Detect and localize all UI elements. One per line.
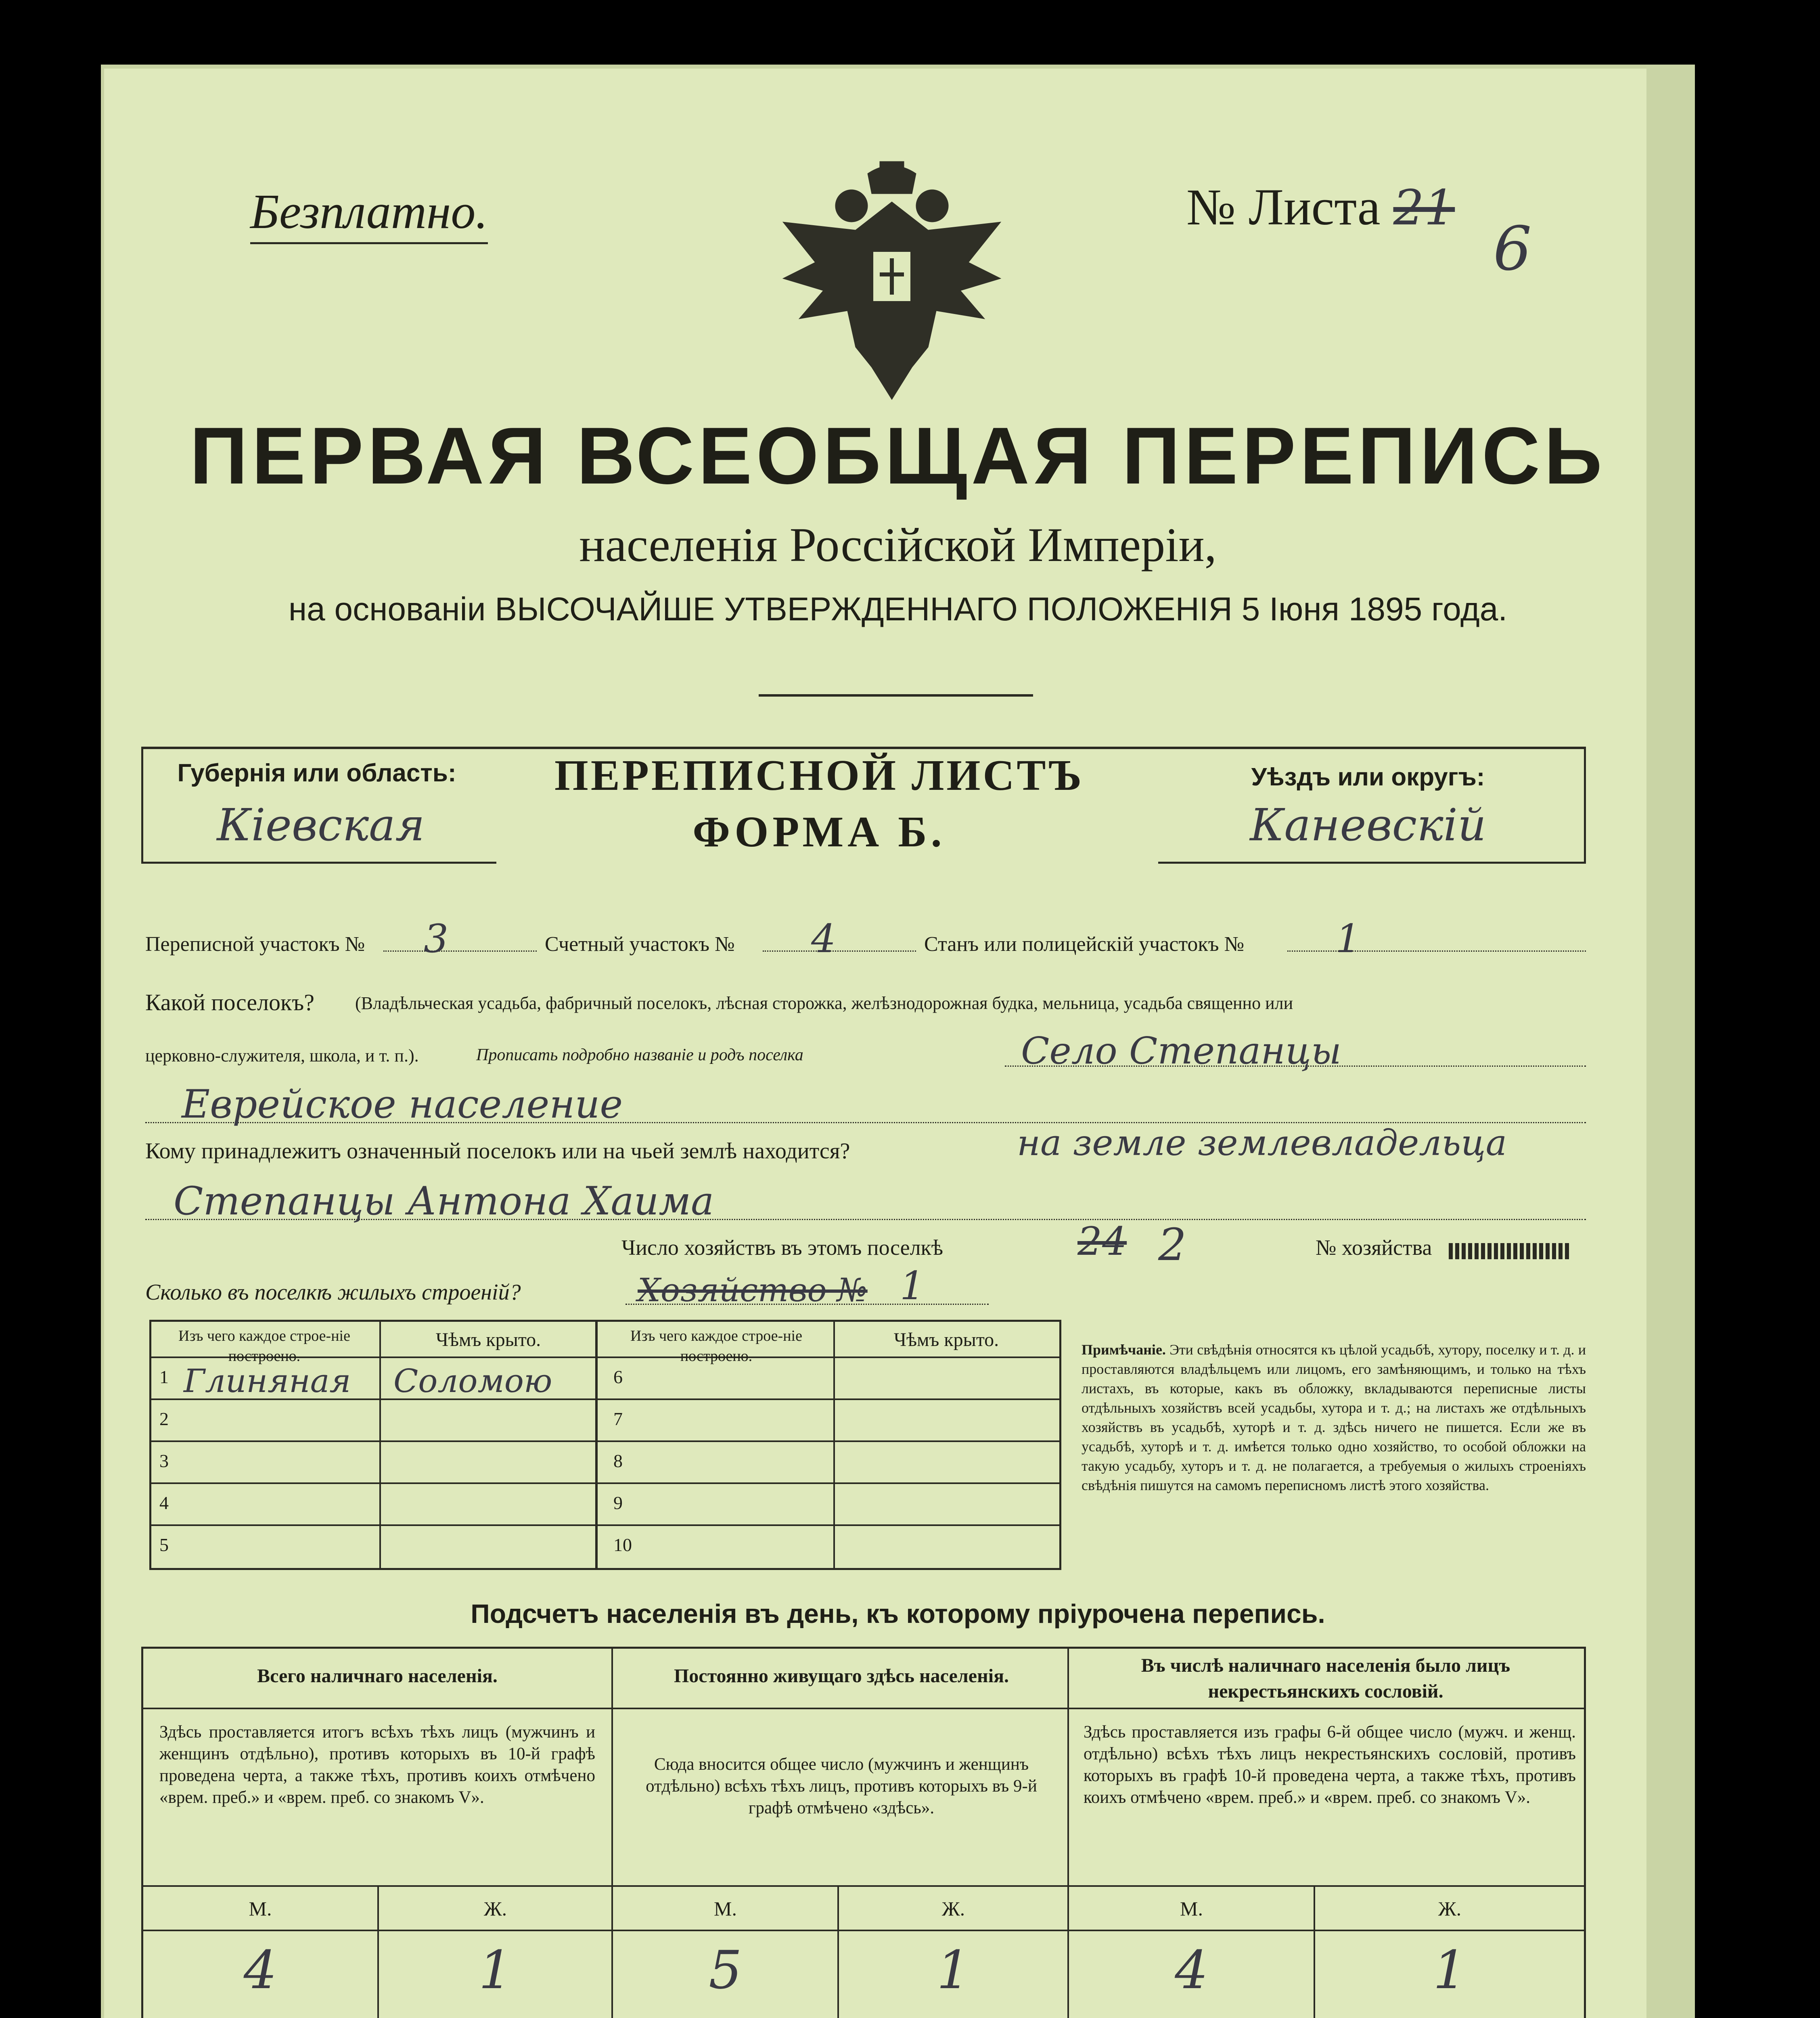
row-number: 5 (159, 1534, 169, 1555)
row-number: 1 (159, 1367, 169, 1387)
table-row (597, 1442, 1059, 1484)
non-peasant-male: 4 (1175, 1939, 1208, 2001)
table-row (151, 1484, 595, 1526)
table-row (597, 1526, 1059, 1568)
pop-col1-title: Всего наличнаго населенія. (257, 1665, 498, 1687)
population-table (141, 1647, 1586, 2018)
count-district-line (763, 950, 916, 952)
census-district-label: Переписной участокъ № (145, 933, 365, 956)
permanent-female: 1 (937, 1939, 970, 2001)
buildings-line (625, 1304, 989, 1305)
form-label: ФОРМА Б. (692, 808, 946, 856)
households-crossed: 24 (1077, 1219, 1127, 1264)
census-district-line (383, 950, 537, 952)
permanent-male: 5 (709, 1939, 742, 2001)
pop-col1-text: Здѣсь проставляется итогъ всѣхъ тѣхъ лицъ (мужчинъ и женщинъ отдѣльно), противъ которыхъ въ 10-й графѣ проведена черта, а также тѣхъ, противъ коихъ отмѣчено «врем. преб.» и «врем. преб. со знакомъ V». (159, 1723, 595, 1807)
settlement-label: Какой поселокъ? (145, 989, 314, 1015)
count-district-value: 4 (811, 916, 836, 961)
gubernia-value: Кіевская (217, 799, 425, 851)
row-material: Глиняная (184, 1362, 351, 1400)
buildings-label: Сколько въ поселкѣ жилыхъ строеній? (145, 1280, 521, 1305)
row-number: 3 (159, 1451, 169, 1471)
sex-label-f: Ж. (1438, 1897, 1462, 1920)
row-number: 6 (613, 1367, 623, 1387)
col-roof-left: Чѣмъ крыто. (435, 1329, 541, 1350)
imperial-eagle-emblem (759, 157, 1025, 408)
owner-value-1: на земле землевладельца (1017, 1122, 1507, 1164)
sex-label-m: М. (1180, 1897, 1203, 1920)
sheet-number (1186, 178, 1455, 237)
table-row (151, 1400, 595, 1442)
row-number: 4 (159, 1493, 169, 1513)
buildings-note (1082, 1340, 1586, 1495)
row-number: 8 (613, 1451, 623, 1471)
owner-value-2: Степанцы Антона Хаима (174, 1179, 714, 1224)
household-no-label: № хозяйства (1316, 1235, 1432, 1260)
census-district-value: 3 (424, 916, 449, 961)
stan-label: Станъ или полицейскій участокъ № (924, 933, 1245, 956)
sex-label-m: М. (249, 1897, 272, 1920)
main-title: ПЕРВАЯ ВСЕОБЩАЯ ПЕРЕПИСЬ (190, 411, 1606, 501)
col-material-left: Изъ чего каждое строе-ніе построено. (178, 1327, 350, 1365)
row-number: 7 (613, 1409, 623, 1429)
gubernia-box (141, 747, 496, 864)
table-row (597, 1484, 1059, 1526)
population-heading: Подсчетъ населенія въ день, къ которому пріурочена перепись. (471, 1599, 1325, 1629)
table-row (151, 1526, 595, 1568)
note-title: Примѣчаніе. (1082, 1342, 1166, 1358)
settlement-value-2: Еврейское население (182, 1082, 623, 1127)
paper-edge (1646, 65, 1695, 2018)
col-roof-right: Чѣмъ крыто. (893, 1329, 999, 1350)
sex-label-f: Ж. (483, 1897, 507, 1920)
total-present-male: 4 (243, 1939, 277, 2001)
table-row (597, 1358, 1059, 1400)
total-present-female: 1 (479, 1939, 512, 2001)
table-row (597, 1400, 1059, 1442)
pop-col2-text: Сюда вносится общее число (мужчинъ и женщинъ отдѣльно) всѣхъ тѣхъ лицъ, противъ которыхъ въ 9-й графѣ отмѣчено «здѣсь». (646, 1755, 1037, 1817)
census-sheet (101, 65, 1695, 2018)
row-number: 9 (613, 1493, 623, 1513)
title-divider (759, 694, 1033, 697)
non-peasant-female: 1 (1433, 1939, 1466, 2001)
subtitle: населенія Россійской Имперіи, (579, 518, 1217, 571)
col-material-right: Изъ чего каждое строе-ніе построено. (630, 1327, 802, 1365)
pop-col2-title: Постоянно живущаго здѣсь населенія. (674, 1665, 1009, 1687)
uezd-box (1158, 747, 1586, 864)
sheet-number-label: № Листа (1186, 178, 1381, 236)
legal-basis: на основаніи ВЫСОЧАЙШЕ УТВЕРЖДЕННАГО ПОЛОЖЕНІЯ 5 Іюня 1895 года. (288, 591, 1508, 628)
settlement-hint-2: церковно-служителя, школа, и т. п.). (145, 1046, 419, 1066)
buildings-value: 1 (900, 1263, 925, 1308)
stan-value: 1 (1336, 916, 1361, 961)
row-number: 2 (159, 1409, 169, 1429)
households-label: Число хозяйствъ въ этомъ поселкѣ (621, 1235, 943, 1260)
owner-label: Кому принадлежитъ означенный поселокъ или на чьей землѣ находится? (145, 1139, 850, 1164)
table-row (151, 1358, 595, 1400)
sex-label-m: М. (714, 1897, 737, 1920)
count-district-label: Счетный участокъ № (545, 933, 735, 956)
sheet-number-handwritten: 6 (1493, 214, 1532, 284)
gubernia-label: Губернія или область: (177, 759, 456, 787)
stan-line (1287, 950, 1586, 952)
free-label: Безплатно. (250, 182, 488, 244)
sheet-number-crossed: 21 (1393, 180, 1455, 236)
households-value: 2 (1158, 1219, 1186, 1271)
sex-label-f: Ж. (941, 1897, 965, 1920)
pop-col3-text: Здѣсь проставляется изъ графы 6-й общее число (мужч. и женщ. отдѣльно) всѣхъ тѣхъ лицъ некрестьянскихъ сословій, противъ которыхъ въ графѣ 10-й проведена черта, а также тѣхъ, противъ коихъ отмѣчено «врем. преб.» и «врем. преб. со знакомъ V». (1084, 1723, 1576, 1807)
buildings-table (149, 1320, 1061, 1570)
household-no-hatch (1449, 1243, 1570, 1259)
uezd-value: Каневскій (1250, 799, 1486, 851)
note-text: Эти свѣдѣнія относятся къ цѣлой усадьбѣ, хутору, поселку и т. д. и проставляются владѣльцемъ или лицомъ, его замѣняющимъ, и только на тѣхъ листахъ, въ которые, какъ въ обложку, вкладываются переписные листы отдѣльныхъ хозяйствъ всей усадьбы, хутора и т. д.; на листахъ же отдѣльныхъ хозяйствъ въ усадьбѣ, хуторѣ и т. д. здѣсь ничего не пишется. Если же въ усадьбѣ, хуторѣ и т. д. имѣется только одно хозяйство, то особой обложки на такую усадьбу, хуторъ и т. д. не полагается, а требуемыя о жилыхъ строеніяхъ свѣдѣнія пишутся на самомъ переписномъ листѣ этого хозяйства. (1082, 1342, 1586, 1493)
buildings-crossed: Хозяйство № (638, 1271, 868, 1309)
settlement-hint-1: (Владѣльческая усадьба, фабричный поселокъ, лѣсная сторожка, желѣзнодорожная будка, мельница, усадьба священно или (355, 993, 1293, 1013)
uezd-label: Уѣздъ или округъ: (1251, 763, 1485, 791)
row-roof: Соломою (393, 1362, 552, 1400)
row-number: 10 (613, 1534, 632, 1555)
form-title: ПЕРЕПИСНОЙ ЛИСТЪ (554, 752, 1084, 800)
settlement-value-1: Село Степанцы (1021, 1029, 1341, 1072)
pop-col3-title: Въ числѣ наличнаго населенія было лицъ некрестьянскихъ сословій. (1141, 1655, 1510, 1702)
settlement-hint-3: Прописать подробно названіе и родъ поселка (476, 1046, 803, 1064)
table-row (151, 1442, 595, 1484)
